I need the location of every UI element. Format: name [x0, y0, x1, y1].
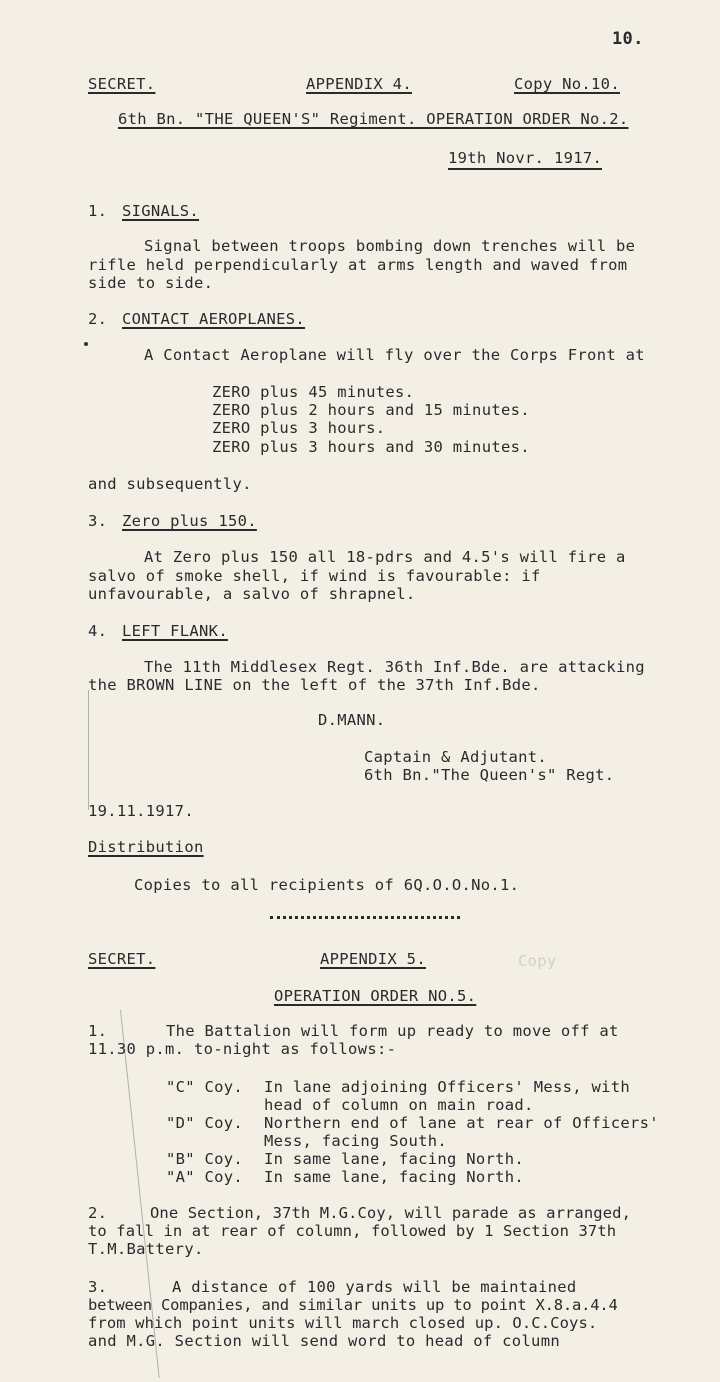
- time-line: ZERO plus 45 minutes.: [212, 383, 415, 401]
- company-label: "D" Coy.: [166, 1114, 244, 1132]
- section-heading-contact-aeroplanes: CONTACT AEROPLANES.: [122, 310, 306, 328]
- section-heading-signals: SIGNALS.: [122, 202, 200, 220]
- margin-line: [88, 690, 89, 810]
- company-label: "B" Coy.: [166, 1150, 244, 1168]
- paragraph-line: 11.30 p.m. to-night as follows:-: [88, 1040, 397, 1058]
- paragraph-line: At Zero plus 150 all 18-pdrs and 4.5's will fire a: [144, 548, 626, 566]
- paragraph-line: unfavourable, a salvo of shrapnel.: [88, 585, 416, 603]
- section-number: 4.: [88, 622, 108, 640]
- paragraph-number: 1.: [88, 1022, 108, 1040]
- appendix-5-label: APPENDIX 5.: [320, 950, 426, 968]
- order-title: 6th Bn. "THE QUEEN'S" Regiment. OPERATION ORDER No.2.: [118, 110, 629, 128]
- copy-number: Copy No.10.: [514, 75, 620, 93]
- distribution-text: Copies to all recipients of 6Q.O.O.No.1.: [134, 876, 520, 894]
- paragraph-line: side to side.: [88, 274, 214, 292]
- company-label: "A" Coy.: [166, 1168, 244, 1186]
- paragraph-line: The 11th Middlesex Regt. 36th Inf.Bde. are attacking: [144, 658, 645, 676]
- paragraph-line: salvo of smoke shell, if wind is favourable: if: [88, 567, 541, 585]
- time-line: ZERO plus 2 hours and 15 minutes.: [212, 401, 530, 419]
- paragraph-line: The Battalion will form up ready to move off at: [166, 1022, 619, 1040]
- signature-rank: Captain & Adjutant.: [364, 748, 548, 766]
- section-heading-left-flank: LEFT FLANK.: [122, 622, 228, 640]
- issued-date: 19.11.1917.: [88, 802, 194, 820]
- company-text: In lane adjoining Officers' Mess, with: [264, 1078, 631, 1096]
- paragraph-line: to fall in at rear of column, followed by 1 Section 37th: [88, 1222, 617, 1240]
- company-label: "C" Coy.: [166, 1078, 244, 1096]
- section-number: 3.: [88, 512, 108, 530]
- company-text: Northern end of lane at rear of Officers': [264, 1114, 659, 1132]
- section-heading-zero-plus-150: Zero plus 150.: [122, 512, 257, 530]
- appendix-4-label: APPENDIX 4.: [306, 75, 412, 93]
- paragraph-line: and M.G. Section will send word to head of column: [88, 1332, 560, 1350]
- company-text: Mess, facing South.: [264, 1132, 448, 1150]
- ink-dot: [84, 342, 88, 346]
- paragraph-line: Signal between troops bombing down trenches will be: [144, 237, 636, 255]
- paragraph-number: 2.: [88, 1204, 108, 1222]
- order-date: 19th Novr. 1917.: [448, 149, 602, 170]
- company-text: head of column on main road.: [264, 1096, 534, 1114]
- section-number: 1.: [88, 202, 108, 220]
- paragraph-line: rifle held perpendicularly at arms length and waved from: [88, 256, 628, 274]
- paragraph-line: from which point units will march closed up. O.C.Coys.: [88, 1314, 598, 1332]
- distribution-heading: Distribution: [88, 838, 204, 856]
- copy-faint: Copy: [518, 952, 557, 970]
- signature-unit: 6th Bn."The Queen's" Regt.: [364, 766, 615, 784]
- company-text: In same lane, facing North.: [264, 1168, 525, 1186]
- paragraph-line: and subsequently.: [88, 475, 252, 493]
- classification-secret: SECRET.: [88, 75, 156, 93]
- signature-name: D.MANN.: [318, 711, 386, 729]
- paragraph-line: T.M.Battery.: [88, 1240, 204, 1258]
- order-title: OPERATION ORDER NO.5.: [274, 987, 477, 1005]
- paragraph-number: 3.: [88, 1278, 108, 1296]
- page-number: 10.: [612, 29, 644, 49]
- section-divider: [270, 916, 460, 919]
- paragraph-line: One Section, 37th M.G.Coy, will parade as arranged,: [150, 1204, 632, 1222]
- paragraph-line: A distance of 100 yards will be maintained: [172, 1278, 577, 1296]
- paragraph-line: A Contact Aeroplane will fly over the Corps Front at: [144, 346, 645, 364]
- section-number: 2.: [88, 310, 108, 328]
- time-line: ZERO plus 3 hours.: [212, 419, 386, 437]
- time-line: ZERO plus 3 hours and 30 minutes.: [212, 438, 530, 456]
- paragraph-line: the BROWN LINE on the left of the 37th Inf.Bde.: [88, 676, 541, 694]
- company-text: In same lane, facing North.: [264, 1150, 525, 1168]
- paragraph-line: between Companies, and similar units up to point X.8.a.4.4: [88, 1296, 618, 1314]
- classification-secret: SECRET.: [88, 950, 156, 968]
